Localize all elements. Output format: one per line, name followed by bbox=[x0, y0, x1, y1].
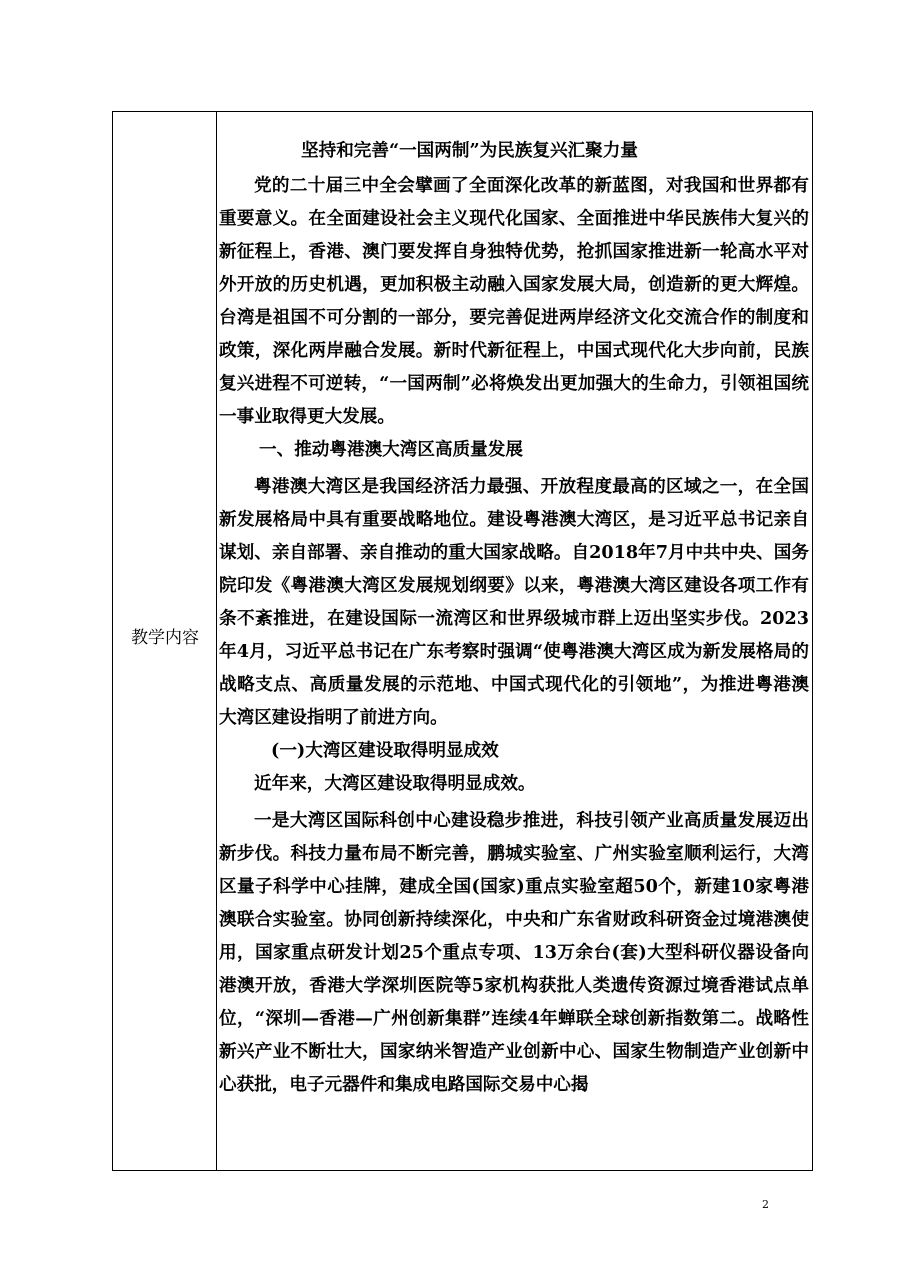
row-label: 教学内容 bbox=[131, 628, 199, 648]
section-heading: 一、推动粤港澳大湾区高质量发展 bbox=[259, 439, 523, 460]
content-table bbox=[112, 111, 813, 1171]
subsection-heading: (一)大湾区建设取得明显成效 bbox=[271, 740, 499, 761]
subsection-paragraph: 一是大湾区国际科创中心建设稳步推进，科技引领产业高质量发展迈出新步伐。科技力量布局不断完善，鹏城实验室、广州实验室顺利运行，大湾区量子科学中心挂牌，建成全国(国家)重点实验室超50个，新建10家粤港澳联合实验室。协同创新持续深化，中央和广东省财政科研资金过境港澳使用，国家重点研发计划25个重点专项、13万余台(套)大型科研仪器设备向港澳开放，香港大学深圳医院等5家机构获批人类遗传资源过境香港试点单位，“深圳—香港—广州创新集群”连续4年蝉联全球创新指数第二。战略性新兴产业不断壮大，国家纳米智造产业创新中心、国家生物制造产业创新中心获批，电子元器件和集成电路国际交易中心揭 bbox=[219, 810, 809, 1095]
article-title: 坚持和完善“一国两制”为民族复兴汇聚力量 bbox=[301, 140, 638, 161]
intro-paragraph: 党的二十届三中全会擘画了全面深化改革的新蓝图，对我国和世界都有重要意义。在全面建设社会主义现代化国家、全面推进中华民族伟大复兴的新征程上，香港、澳门要发挥自身独特优势，抢抓国家推进新一轮高水平对外开放的历史机遇，更加积极主动融入国家发展大局，创造新的更大辉煌。台湾是祖国不可分割的一部分，要完善促进两岸经济文化交流合作的制度和政策，深化两岸融合发展。新时代新征程上，中国式现代化大步向前，民族复兴进程不可逆转，“一国两制”必将焕发出更加强大的生命力，引领祖国统一事业取得更大发展。 bbox=[219, 175, 809, 427]
page-number: 2 bbox=[762, 1198, 769, 1211]
content-cell bbox=[219, 134, 809, 1101]
label-cell bbox=[113, 112, 217, 1170]
section-paragraph: 粤港澳大湾区是我国经济活力最强、开放程度最高的区域之一，在全国新发展格局中具有重要战略地位。建设粤港澳大湾区，是习近平总书记亲自谋划、亲自部署、亲自推动的重大国家战略。自2018年7月中共中央、国务院印发《粤港澳大湾区发展规划纲要》以来，粤港澳大湾区建设各项工作有条不紊推进，在建设国际一流湾区和世界级城市群上迈出坚实步伐。2023年4月，习近平总书记在广东考察时强调“使粤港澳大湾区成为新发展格局的战略支点、高质量发展的示范地、中国式现代化的引领地”，为推进粤港澳大湾区建设指明了前进方向。 bbox=[219, 476, 809, 728]
subsection-intro: 近年来，大湾区建设取得明显成效。 bbox=[254, 773, 536, 794]
